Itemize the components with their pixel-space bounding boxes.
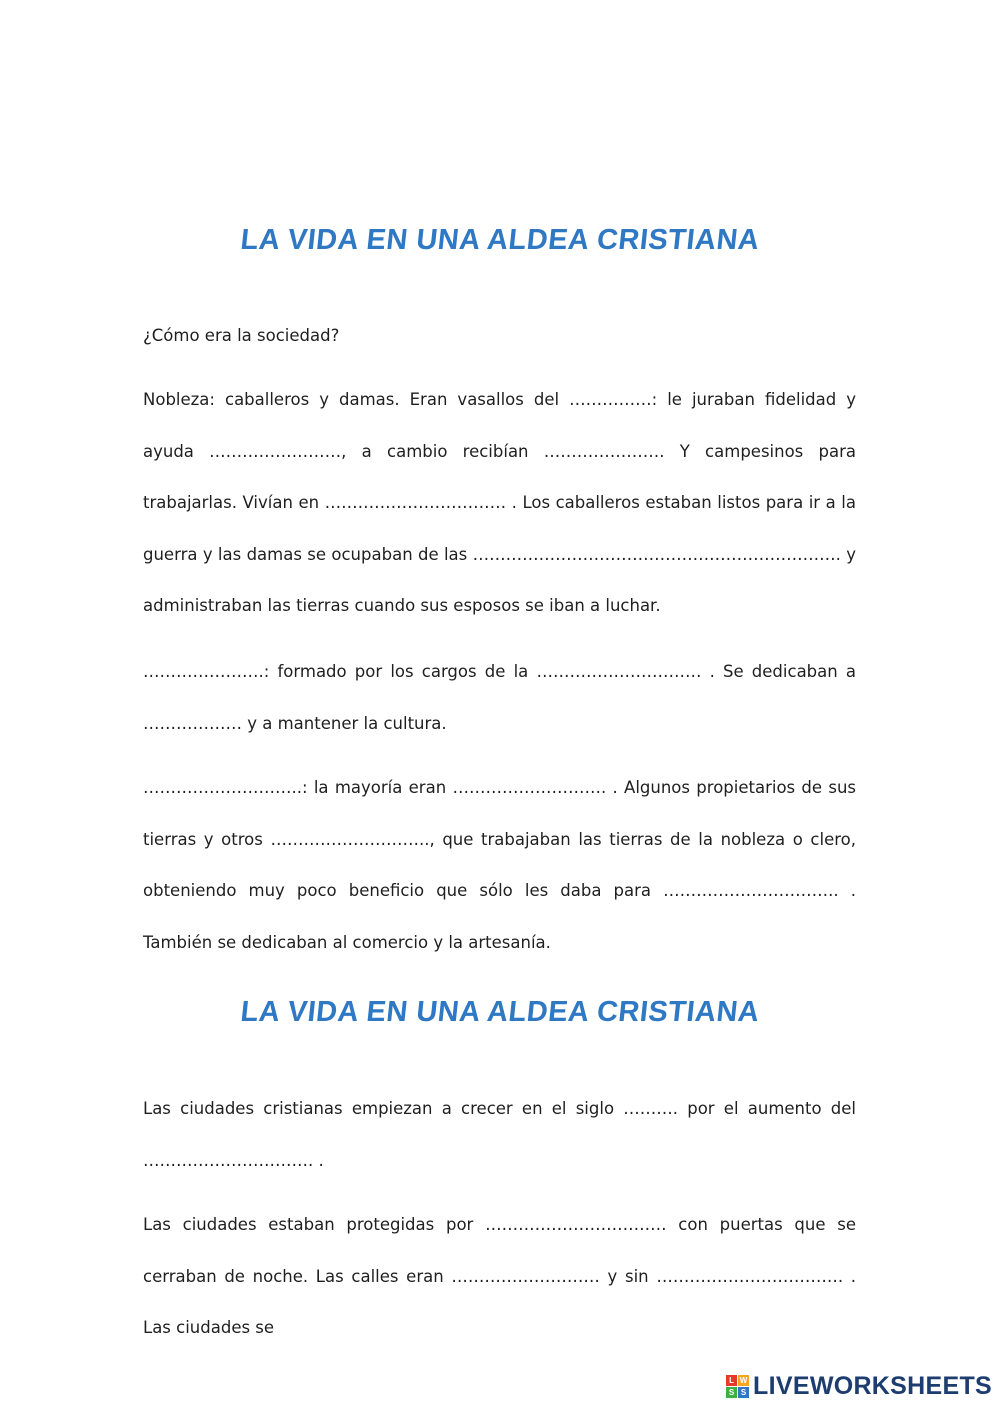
text: Y campesinos para trabajarlas. Vivían en	[143, 441, 856, 512]
blank-field[interactable]: ………………………..	[270, 829, 430, 849]
blank-field[interactable]: …………………………….	[656, 1266, 844, 1286]
blank-field[interactable]: ………………………	[451, 1266, 600, 1286]
blank-field[interactable]: …………………………..	[663, 881, 839, 900]
text: . Los caballeros estaban listos para ir a la guerra y las damas se ocupaban de las	[143, 493, 856, 564]
paragraph-ciudades-murallas	[143, 1199, 856, 1354]
text: con puertas que se cerraban de noche. Las calles eran	[143, 1215, 856, 1286]
text: : le juraban fidelidad y ayuda	[143, 390, 857, 461]
blank-field[interactable]: ……………………	[209, 441, 342, 461]
blank-field[interactable]: ………………….	[143, 662, 264, 681]
text: . Las ciudades se	[143, 1266, 856, 1337]
blank-field[interactable]: ……………………………	[485, 1215, 667, 1234]
blank-field[interactable]: ………………………..	[143, 778, 302, 797]
text: : la mayoría eran	[302, 778, 453, 797]
logo-tile: S	[738, 1387, 749, 1398]
text: y sin	[599, 1266, 657, 1286]
text: .	[313, 1150, 324, 1170]
text: Nobleza: caballeros y damas. Eran vasallos del	[143, 390, 570, 409]
blank-field[interactable]: ……………………………	[324, 493, 507, 512]
blank-field[interactable]: ……………………….	[452, 778, 607, 797]
paragraph-nobleza	[143, 374, 856, 632]
paragraph-clero	[143, 646, 856, 749]
liveworksheets-watermark	[726, 1372, 992, 1401]
text: , a cambio recibían	[341, 441, 544, 461]
brand-name: LIVEWORKSHEETS	[753, 1372, 992, 1400]
logo-tile: W	[739, 1376, 748, 1385]
blank-field[interactable]: ………………………….	[143, 1150, 314, 1170]
text: y a mantener la cultura.	[242, 713, 447, 733]
blank-field[interactable]: ……….	[623, 1099, 679, 1118]
text: . Algunos propietarios de sus tierras y otros	[143, 778, 856, 849]
text: por el aumento del	[678, 1099, 857, 1118]
blank-field[interactable]: ………………………………………………………….	[472, 544, 841, 564]
logo-tile: S	[726, 1387, 737, 1398]
text: Las ciudades cristianas empiezan a crecer en el siglo	[143, 1099, 624, 1118]
blank-field[interactable]: ………………….	[543, 441, 665, 461]
text: . Se dedicaban a	[701, 662, 856, 681]
section-title-ciudades: LA VIDA EN UNA ALDEA CRISTIANA	[238, 996, 762, 1028]
blank-field[interactable]: …………………………	[536, 662, 702, 681]
blank-field[interactable]: ……………	[569, 390, 652, 409]
text: Las ciudades estaban protegidas por	[143, 1215, 486, 1234]
blank-field[interactable]: ………………	[143, 713, 242, 733]
worksheet-title: LA VIDA EN UNA ALDEA CRISTIANA	[238, 224, 762, 256]
text: : formado por los cargos de la	[263, 662, 537, 681]
section-question: ¿Cómo era la sociedad?	[143, 326, 340, 345]
text: . También se dedicaban al comercio y la artesanía.	[143, 881, 856, 952]
paragraph-campesinos	[143, 762, 856, 968]
text: y administraban las tierras cuando sus esposos se iban a luchar.	[143, 544, 856, 615]
logo-tile: L	[726, 1375, 737, 1386]
liveworksheets-logo-icon	[726, 1375, 749, 1398]
text: , que trabajaban las tierras de la nobleza o clero, obteniendo muy poco beneficio que sólo les daba para	[143, 829, 856, 900]
paragraph-ciudades-crecimiento	[143, 1083, 856, 1186]
